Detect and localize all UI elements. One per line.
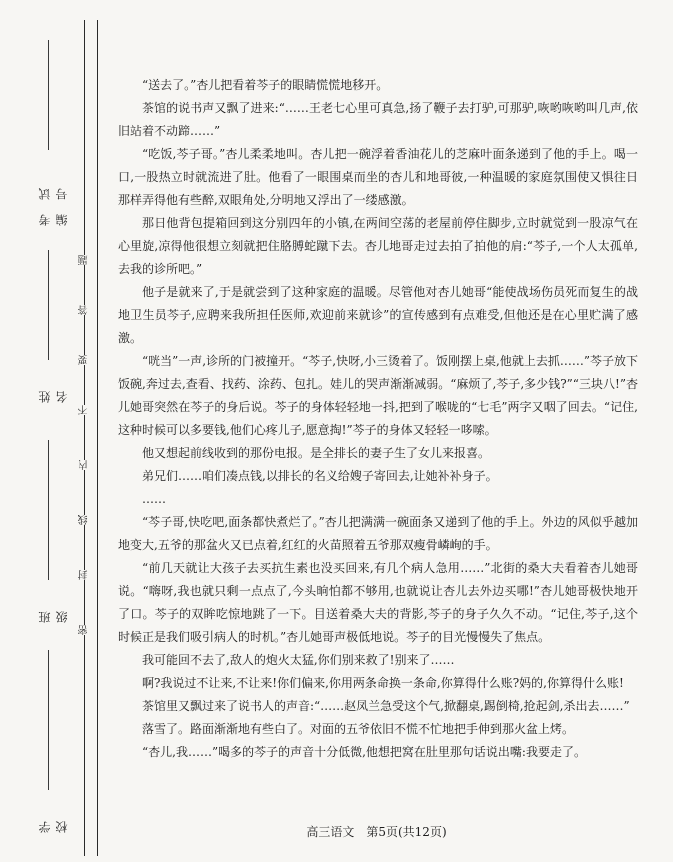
page-footer: 高三语文 第5页(共12页) — [306, 825, 447, 839]
seal-char: 线 — [79, 515, 90, 525]
paragraph: 落雪了。路面渐渐地有些白了。对面的五爷依旧不慌不忙地把手伸到那火盆上烤。 — [142, 722, 575, 736]
class-label: 班级 — [38, 597, 69, 623]
seal-char: 不 — [79, 405, 90, 415]
paragraph: “吃饭,芩子哥。”杏儿柔柔地叫。杏儿把一碗浮着香油花儿的芝麻叶面条递到了他的手上。喝一口,一股热立时就流进了肚。他看了一眼围桌而坐的杏儿和地哥彼,一种温暖的家庭氛围使又惧往日那样弄得他有些醉,双眼角处,分明地又浮出了一缕感激。 — [118, 147, 638, 207]
seal-char: 封 — [79, 570, 90, 580]
seal-char: 题 — [79, 255, 90, 265]
seal-char: 答 — [79, 305, 90, 315]
seal-char: 密 — [79, 625, 90, 635]
paragraph: “前几天就让大孩子去买抗生素也没买回来,有几个病人急用……”北街的桑大夫看着杏儿她哥说。“嗨呀,我也就只剩一点点了,今头晌怕都不够用,也就说让杏儿去外边买哪!”杏儿她哥极快地开了口。芩子的双眸吃惊地跳了一下。目送着桑大夫的背影,芩子的身子久久不动。“记住,芩子,这个时候正是我们吸引病人的时机。”杏儿她哥声极低地说。芩子的目光慢慢失了焦点。 — [118, 561, 638, 644]
paragraph: “送去了。”杏儿把看着芩子的眼睛慌慌地移开。 — [142, 78, 389, 92]
paragraph: “咣当”一声,诊所的门被撞开。“芩子,快呀,小三烫着了。饭刚摆上桌,他就上去抓……”芩子放下饭碗,奔过去,查看、找药、涂药、包扎。娃儿的哭声渐渐减弱。“麻烦了,芩子,多少钱?”“三块八!”杏儿她哥突然在芩子的身后说。芩子的身体轻轻地一抖,把到了喉咙的“七毛”两字又咽了回去。“记住,这种时候可以多要钱,他们心疼儿子,愿意掏!”芩子的身体又轻轻一哆嗦。 — [118, 354, 638, 437]
school-label: 学校 — [38, 807, 69, 833]
paragraph: 弟兄们……咱们凑点钱,以排长的名义给嫂子寄回去,让她补补身子。 — [142, 469, 498, 483]
school-blank — [48, 650, 49, 790]
paragraph: “芩子哥,快吃吧,面条都快煮烂了。”杏儿把满满一碗面条又递到了他的手上。外边的风似乎越加地变大,五爷的那盆火又已点着,红红的火苗照着五爷那双瘦骨嶙峋的手。 — [118, 515, 638, 552]
seal-char: 内 — [79, 460, 90, 470]
class-blank — [48, 440, 49, 580]
paragraph: 他子是就来了,于是就尝到了这种家庭的温暖。尽管他对杏儿她哥“能使战场伤员死而复生的战地卫生员芩子,应聘来我所担任医师,欢迎前来就诊”的宣传感到有点难受,但他还是在心里贮满了感激。 — [118, 285, 638, 345]
paragraph: 茶馆里又飘过来了说书人的声音:“……赵凤兰急受这个气,掀翻桌,踢倒椅,抢起剑,杀出去……” — [142, 699, 630, 713]
reading-passage — [118, 74, 638, 764]
seal-line-inner — [97, 20, 98, 856]
name-label: 姓名 — [38, 377, 69, 403]
name-blank — [48, 250, 49, 360]
paragraph: 那日他背包提箱回到这分别四年的小镇,在两间空荡的老屋前停住脚步,立时就觉到一股凉气在心里旋,凉得他很想立刻就把住胳膊蛇蹴下去。杏儿地哥走过去拍了拍他的肩:“芩子,一个人太孤单,去我的诊所吧。” — [118, 216, 638, 276]
paragraph: …… — [142, 492, 166, 506]
paragraph: “杏儿,我……”喝多的芩子的声音十分低微,他想把窝在肚里那句话说出嘴:我要走了。 — [142, 745, 586, 759]
paragraph: 茶馆的说书声又飘了进来:“……王老七心里可真急,扬了鞭子去打驴,可那驴,咴哟咴哟叫几声,依旧站着不动蹄……” — [118, 101, 638, 138]
paragraph: 啊?我说过不让来,不让来!你们偏来,你用两条命换一条命,你算得什么账?妈的,你算得什么账! — [142, 676, 624, 690]
seal-line-outer — [84, 20, 85, 856]
paragraph: 他又想起前线收到的那份电报。是全排长的妻子生了女儿来报喜。 — [142, 446, 491, 460]
exam-id-blank — [48, 40, 49, 150]
exam-id-label: 考试编号 — [38, 174, 69, 226]
seal-char: 要 — [79, 355, 90, 365]
paragraph: 我可能回不去了,敌人的炮火太猛,你们别来救了!别来了…… — [142, 653, 455, 667]
binding-margin — [0, 0, 96, 862]
